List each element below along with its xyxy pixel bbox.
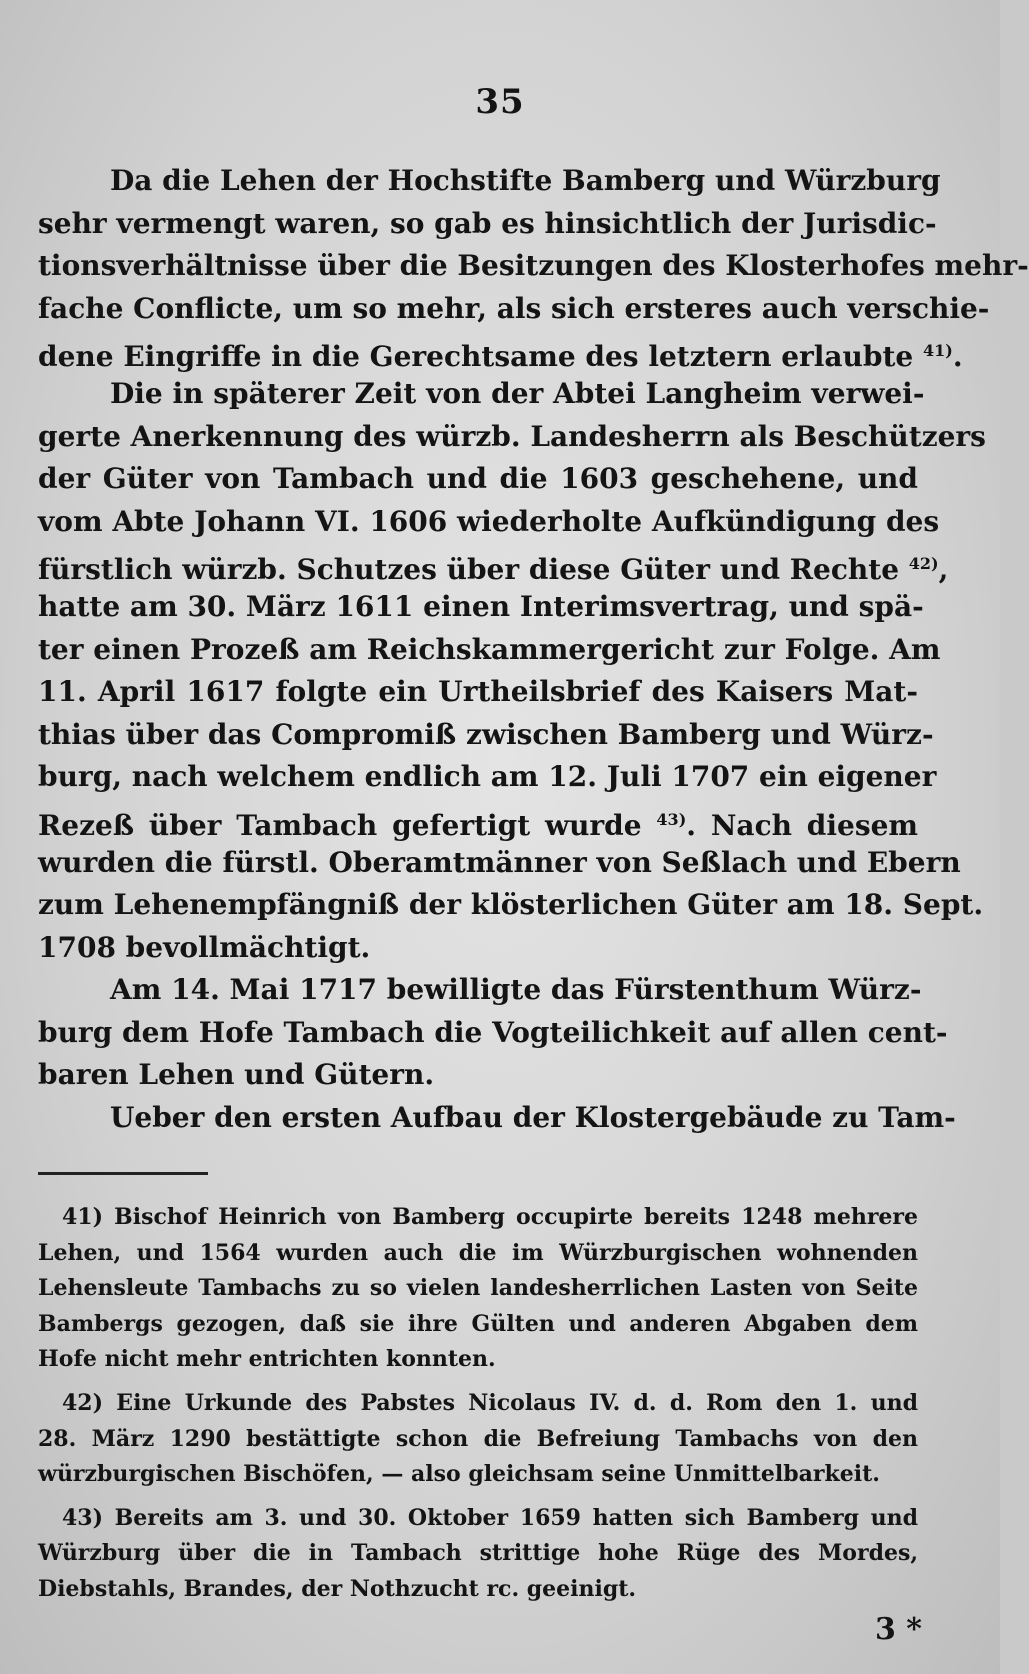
footnotes — [38, 1200, 918, 1616]
footnote-line: Hofe nicht mehr entrichten konnten. — [38, 1346, 496, 1373]
line-text: sehr vermengt waren, so gab es hinsichtlich der Jurisdic- — [38, 206, 937, 240]
line-text: Die in späterer Zeit von der Abtei Langheim verwei- — [110, 376, 925, 410]
footnote-line: 28. März 1290 bestättigte schon die Befreiung Tambachs von den — [38, 1425, 918, 1452]
text-line — [38, 501, 940, 544]
line-text: fürstlich würzb. Schutzes über diese Güter und Rechte — [38, 553, 900, 587]
line-text: burg dem Hofe Tambach die Vogteilichkeit auf allen cent- — [38, 1015, 948, 1049]
footnote-line: Bambergs gezogen, daß sie ihre Gülten und anderen Abgaben dem — [38, 1310, 918, 1337]
text-line — [38, 1054, 918, 1097]
line-text: fache Conflicte, um so mehr, als sich ersteres auch verschie- — [38, 291, 990, 325]
line-text: Am 14. Mai 1717 bewilligte das Fürstenthum Würz- — [110, 973, 922, 1007]
line-text: hatte am 30. März 1611 einen Interimsvertrag, und spä- — [38, 589, 924, 623]
footnote-ref[interactable]: 42) — [908, 554, 939, 574]
line-text: dene Eingriffe in die Gerechtsame des letztern erlaubte — [38, 340, 914, 374]
text-line — [38, 458, 918, 501]
text-line — [38, 671, 918, 714]
footnote-separator — [38, 1172, 208, 1175]
footnote-line: 42) Eine Urkunde des Pabstes Nicolaus IV. d. d. Rom den 1. und — [62, 1389, 918, 1416]
line-text: thias über das Compromiß zwischen Bamberg und Würz- — [38, 717, 934, 751]
text-line — [38, 842, 961, 885]
line-text: Ueber den ersten Aufbau der Klostergebäude zu Tam- — [110, 1101, 956, 1135]
line-text: Rezeß über Tambach gefertigt wurde — [38, 808, 642, 842]
text-line — [38, 373, 925, 416]
text-line — [38, 799, 918, 842]
text-line — [38, 330, 963, 374]
page-number: 35 — [475, 82, 525, 122]
signature-mark: 3 * — [874, 1612, 922, 1647]
footnote-line: Lehensleute Tambachs zu so vielen landesherrlichen Lasten von Seite — [38, 1275, 918, 1302]
footnote-42 — [38, 1386, 918, 1493]
line-text: zum Lehenempfängniß der klösterlichen Güter am 18. Sept. — [38, 888, 984, 922]
text-line — [38, 288, 990, 331]
main-text — [38, 160, 1029, 1140]
line-text: Da die Lehen der Hochstifte Bamberg und Würzburg — [110, 164, 941, 197]
text-line — [38, 714, 934, 757]
text-line — [38, 586, 924, 629]
text-line — [38, 245, 1029, 288]
line-text: burg, nach welchem endlich am 12. Juli 1707 ein eigener — [38, 760, 937, 794]
line-text: wurden die fürstl. Oberamtmänner von Seßlach und Ebern — [38, 845, 961, 879]
line-text: vom Abte Johann VI. 1606 wiederholte Aufkündigung des — [38, 504, 940, 538]
text-line — [38, 203, 937, 246]
footnote-line: Lehen, und 1564 wurden auch die im Würzburgischen wohnenden — [38, 1239, 918, 1266]
text-line — [38, 927, 918, 970]
text-line — [38, 756, 937, 799]
line-suffix: , — [938, 553, 949, 587]
text-line — [38, 629, 941, 672]
text-line — [38, 1012, 948, 1055]
text-line — [38, 416, 986, 459]
footnote-line: 41) Bischof Heinrich von Bamberg occupirte bereits 1248 mehrere — [62, 1204, 918, 1230]
line-text: 11. April 1617 folgte ein Urtheilsbrief des Kaisers Mat- — [38, 675, 918, 709]
footnote-line: Diebstahls, Brandes, der Nothzucht rc. geeinigt. — [38, 1575, 637, 1602]
text-line — [38, 884, 984, 927]
footnote-43 — [38, 1501, 918, 1608]
text-line — [38, 543, 949, 587]
footnote-ref[interactable]: 41) — [922, 341, 953, 361]
line-text: ter einen Prozeß am Reichskammergericht zur Folge. Am — [38, 632, 941, 666]
footnote-line: würzburgischen Bischöfen, — also gleichsam seine Unmittelbarkeit. — [38, 1461, 880, 1488]
footnote-line: 43) Bereits am 3. und 30. Oktober 1659 hatten sich Bamberg und — [62, 1504, 918, 1531]
line-text: 1708 bevollmächtigt. — [38, 930, 371, 964]
line-text: tionsverhältnisse über die Besitzungen des Klosterhofes mehr- — [38, 249, 1029, 283]
line-text: baren Lehen und Gütern. — [38, 1058, 435, 1092]
footnote-ref[interactable]: 43) — [656, 809, 687, 829]
footnote-41 — [38, 1200, 918, 1378]
line-text: gerte Anerkennung des würzb. Landesherrn als Beschützers — [38, 419, 986, 453]
line-suffix: . — [952, 340, 963, 374]
line-text: der Güter von Tambach und die 1603 geschehene, und — [38, 462, 918, 496]
footnote-line: Würzburg über die in Tambach strittige hohe Rüge des Mordes, — [38, 1540, 918, 1567]
text-line — [38, 969, 922, 1012]
text-line — [38, 1097, 956, 1140]
line-suffix: . Nach diesem — [686, 808, 919, 842]
text-line — [38, 160, 941, 203]
